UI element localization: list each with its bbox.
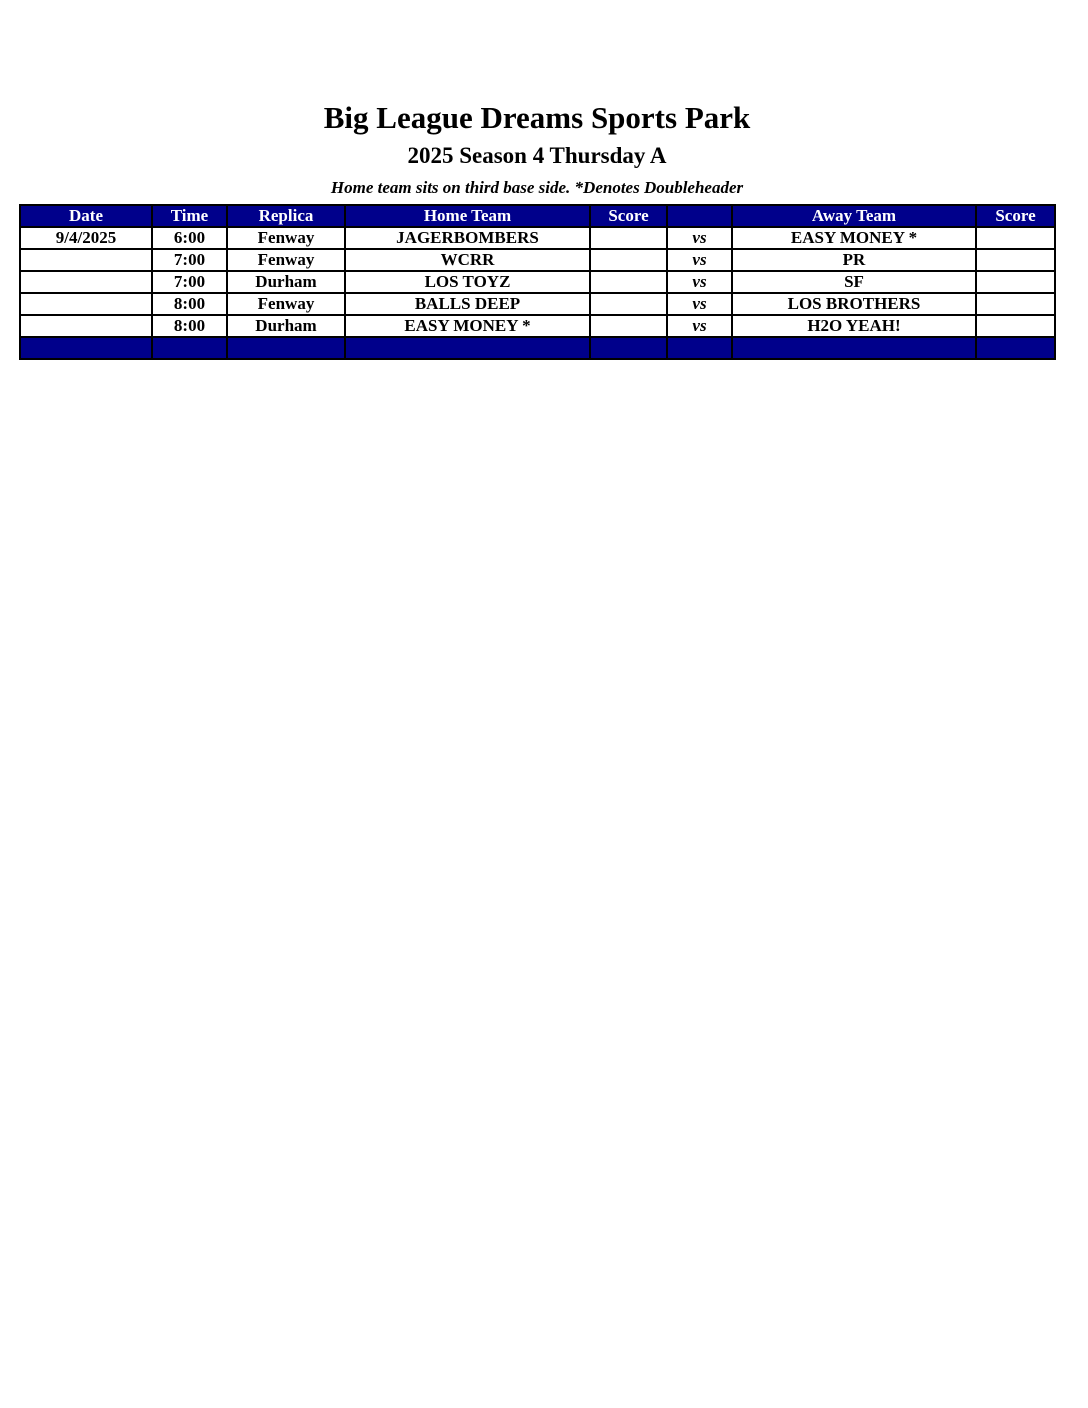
cell-home-team: WCRR	[345, 249, 590, 271]
column-header-away-team: Away Team	[732, 205, 976, 227]
cell-vs: vs	[667, 227, 732, 249]
cell-date: 9/4/2025	[20, 227, 152, 249]
cell-home-score	[590, 227, 667, 249]
cell-away-score	[976, 227, 1055, 249]
footer-cell	[976, 337, 1055, 359]
schedule-note: Home team sits on third base side. *Denotes Doubleheader	[330, 178, 744, 197]
table-footer-row	[20, 337, 1055, 359]
cell-away-team: PR	[732, 249, 976, 271]
cell-home-score	[590, 271, 667, 293]
cell-away-team: EASY MONEY *	[732, 227, 976, 249]
cell-away-score	[976, 315, 1055, 337]
cell-date	[20, 271, 152, 293]
column-header-replica: Replica	[227, 205, 345, 227]
cell-vs: vs	[667, 293, 732, 315]
cell-replica: Fenway	[227, 227, 345, 249]
cell-date	[20, 249, 152, 271]
table-row	[20, 293, 1055, 315]
cell-home-team: EASY MONEY *	[345, 315, 590, 337]
cell-replica: Fenway	[227, 293, 345, 315]
cell-vs: vs	[667, 249, 732, 271]
table-row	[20, 271, 1055, 293]
cell-home-score	[590, 315, 667, 337]
cell-time: 7:00	[152, 249, 227, 271]
footer-cell	[152, 337, 227, 359]
cell-home-score	[590, 293, 667, 315]
page-title: Big League Dreams Sports Park	[323, 100, 751, 135]
column-header-time: Time	[152, 205, 227, 227]
cell-away-score	[976, 249, 1055, 271]
cell-home-team: JAGERBOMBERS	[345, 227, 590, 249]
footer-cell	[667, 337, 732, 359]
column-header-home-team: Home Team	[345, 205, 590, 227]
cell-away-team: SF	[732, 271, 976, 293]
cell-vs: vs	[667, 315, 732, 337]
cell-vs: vs	[667, 271, 732, 293]
cell-date	[20, 315, 152, 337]
footer-cell	[732, 337, 976, 359]
cell-date	[20, 293, 152, 315]
page-subtitle: 2025 Season 4 Thursday A	[407, 143, 667, 168]
cell-home-score	[590, 249, 667, 271]
footer-cell	[345, 337, 590, 359]
column-header-away-score: Score	[976, 205, 1055, 227]
table-row	[20, 227, 1055, 249]
cell-time: 8:00	[152, 315, 227, 337]
footer-cell	[227, 337, 345, 359]
cell-away-team: H2O YEAH!	[732, 315, 976, 337]
table-row	[20, 249, 1055, 271]
table-row	[20, 315, 1055, 337]
cell-replica: Durham	[227, 271, 345, 293]
column-header-vs	[667, 205, 732, 227]
cell-away-score	[976, 271, 1055, 293]
cell-time: 7:00	[152, 271, 227, 293]
cell-replica: Durham	[227, 315, 345, 337]
cell-home-team: BALLS DEEP	[345, 293, 590, 315]
cell-time: 8:00	[152, 293, 227, 315]
column-header-home-score: Score	[590, 205, 667, 227]
column-header-date: Date	[20, 205, 152, 227]
cell-away-team: LOS BROTHERS	[732, 293, 976, 315]
cell-replica: Fenway	[227, 249, 345, 271]
cell-away-score	[976, 293, 1055, 315]
schedule-table	[19, 204, 1056, 360]
cell-home-team: LOS TOYZ	[345, 271, 590, 293]
cell-time: 6:00	[152, 227, 227, 249]
footer-cell	[20, 337, 152, 359]
footer-cell	[590, 337, 667, 359]
table-header-row	[20, 205, 1055, 227]
